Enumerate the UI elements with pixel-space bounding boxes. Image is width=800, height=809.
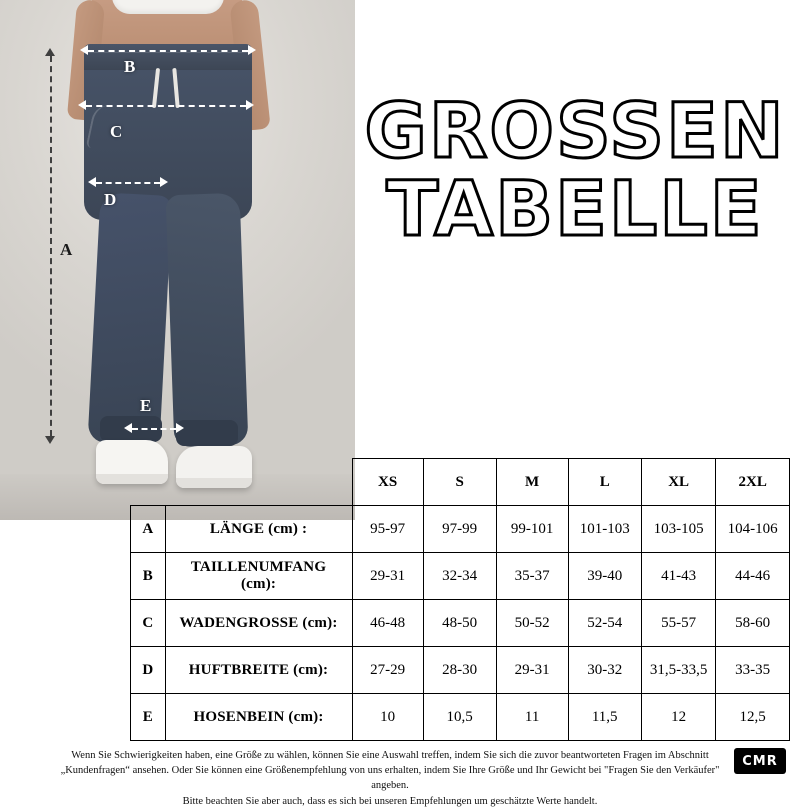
measure-a-arrow-top: [45, 48, 55, 56]
title-line-2: TABELLE: [386, 164, 764, 254]
row-a-l: 101-103: [568, 506, 641, 553]
footer-line-2: „Kundenfragen“ ansehen. Oder Sie können eine Größenempfehlung von uns erhalten, indem Sie Ihre Größe und Ihr Gewicht bei "Fragen Sie den Verkäufer" angeben.: [60, 765, 720, 792]
footer-line-3: Bitte beachten Sie aber auch, dass es sich bei unseren Empfehlungen um geschätzte Werte handelt.: [182, 795, 598, 807]
measure-c-line: [86, 105, 246, 107]
row-d-m: 29-31: [496, 647, 568, 694]
row-a-key: A: [131, 506, 166, 553]
measure-e-arrow-right: [176, 423, 184, 433]
row-e-l: 11,5: [568, 694, 641, 741]
table-row: [131, 553, 790, 600]
row-b-xl: 41-43: [641, 553, 715, 600]
measure-e-arrow-left: [124, 423, 132, 433]
row-d-name: HUFTBREITE (cm):: [165, 647, 352, 694]
measure-d-arrow-right: [160, 177, 168, 187]
row-c-s: 48-50: [423, 600, 496, 647]
row-b-s: 32-34: [423, 553, 496, 600]
row-e-2xl: 12,5: [716, 694, 790, 741]
pants-right-cuff: [176, 420, 238, 446]
row-c-l: 52-54: [568, 600, 641, 647]
row-e-xl: 12: [641, 694, 715, 741]
row-a-2xl: 104-106: [716, 506, 790, 553]
header-size-s: S: [423, 459, 496, 506]
row-d-xs: 27-29: [352, 647, 423, 694]
brand-logo: CMR: [734, 748, 786, 774]
pants-drawstring: [150, 68, 186, 110]
row-d-key: D: [131, 647, 166, 694]
table-row: [131, 647, 790, 694]
header-size-2xl: 2XL: [716, 459, 790, 506]
row-b-key: B: [131, 553, 166, 600]
row-a-xs: 95-97: [352, 506, 423, 553]
row-d-xl: 31,5-33,5: [641, 647, 715, 694]
row-b-l: 39-40: [568, 553, 641, 600]
measure-c-label: C: [110, 122, 123, 141]
measure-a-line: [50, 56, 52, 436]
row-e-key: E: [131, 694, 166, 741]
row-d-l: 30-32: [568, 647, 641, 694]
size-table: [130, 458, 790, 741]
header-size-xs: XS: [352, 459, 423, 506]
table-row: [131, 694, 790, 741]
row-a-m: 99-101: [496, 506, 568, 553]
header-name-blank: [165, 459, 352, 506]
header-size-m: M: [496, 459, 568, 506]
measure-c-arrow-left: [78, 100, 86, 110]
row-b-2xl: 44-46: [716, 553, 790, 600]
measure-d-arrow-left: [88, 177, 96, 187]
row-c-2xl: 58-60: [716, 600, 790, 647]
row-d-2xl: 33-35: [716, 647, 790, 694]
jogger-pants: [84, 44, 252, 444]
measure-a-arrow-bottom: [45, 436, 55, 444]
row-e-name: HOSENBEIN (cm):: [165, 694, 352, 741]
product-photo: [0, 0, 355, 520]
measure-b-label: B: [124, 57, 136, 76]
row-c-m: 50-52: [496, 600, 568, 647]
header-size-xl: XL: [641, 459, 715, 506]
row-b-xs: 29-31: [352, 553, 423, 600]
page-title: [360, 86, 790, 254]
table-row: [131, 600, 790, 647]
row-e-xs: 10: [352, 694, 423, 741]
table-row: [131, 506, 790, 553]
table-header-row: [131, 459, 790, 506]
measure-e-line: [132, 428, 176, 430]
measure-b-arrow-right: [248, 45, 256, 55]
row-a-xl: 103-105: [641, 506, 715, 553]
row-c-xl: 55-57: [641, 600, 715, 647]
pants-left-leg: [88, 192, 173, 445]
row-a-s: 97-99: [423, 506, 496, 553]
measure-d-label: D: [104, 190, 117, 209]
row-e-m: 11: [496, 694, 568, 741]
measure-a-label: A: [60, 240, 73, 259]
size-table-container: [130, 458, 790, 741]
footer-line-1: Wenn Sie Schwierigkeiten haben, eine Größe zu wählen, können Sie eine Auswahl treffen, indem Sie sich die zuvor beantworteten Fragen im Abschnitt: [71, 750, 709, 761]
measure-b-line: [88, 50, 248, 52]
pants-right-leg: [166, 193, 249, 447]
measure-b-arrow-left: [80, 45, 88, 55]
model-crop-top: [112, 0, 224, 14]
header-size-l: L: [568, 459, 641, 506]
row-e-s: 10,5: [423, 694, 496, 741]
row-c-key: C: [131, 600, 166, 647]
measure-e-label: E: [140, 396, 152, 415]
row-b-name: TAILLENUMFANG (cm):: [165, 553, 352, 600]
measure-d-line: [96, 182, 160, 184]
row-b-m: 35-37: [496, 553, 568, 600]
row-a-name: LÄNGE (cm) :: [165, 506, 352, 553]
title-line-1: GROSSEN: [364, 86, 786, 175]
row-c-name: WADENGROSSE (cm):: [165, 600, 352, 647]
measure-c-arrow-right: [246, 100, 254, 110]
row-c-xs: 46-48: [352, 600, 423, 647]
header-key-blank: [131, 459, 166, 506]
row-d-s: 28-30: [423, 647, 496, 694]
